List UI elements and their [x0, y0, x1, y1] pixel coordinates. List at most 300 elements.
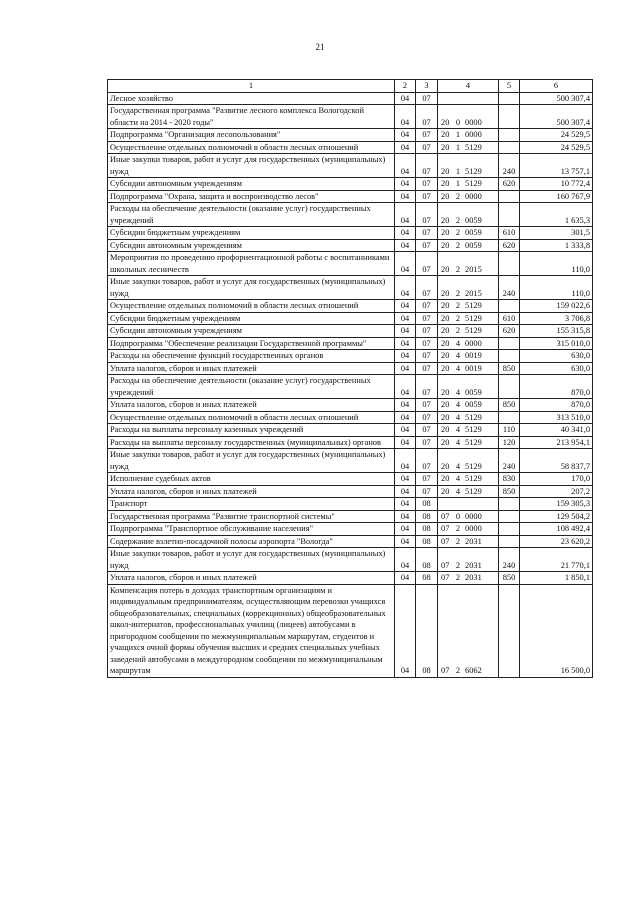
table-row: [108, 473, 593, 486]
table-row: [108, 227, 593, 240]
row-section: 04: [395, 105, 416, 129]
row-target-article: [438, 449, 499, 473]
row-expense-type: [499, 203, 520, 227]
row-program-code: 20: [441, 264, 450, 274]
row-expense-type: 620: [499, 178, 520, 191]
row-name: Исполнение судебных актов: [108, 473, 395, 486]
row-subprogram-code: 1: [455, 130, 461, 139]
row-subprogram-code: 4: [455, 363, 461, 373]
row-program-code: 20: [441, 130, 450, 139]
row-direction-code: 5129: [465, 326, 482, 335]
table-row: [108, 485, 593, 498]
row-direction-code: 5129: [465, 313, 482, 323]
row-subprogram-code: 2: [455, 666, 461, 675]
row-direction-code: 0000: [465, 117, 482, 127]
row-target-article: [438, 572, 499, 585]
row-amount: 40 341,0: [520, 424, 593, 437]
row-section: 04: [395, 178, 416, 191]
row-name: Компенсация потерь в доходах транспортным организациям и индивидуальным предпринимателям, осуществляющим перевозки учащихся общеобразовательных, специальных (коррекционных) общеобразовательных школ-интернатов, профессиональных училищ (лицеев) автобусами в пригородном сообщении по межмуниципальным маршрутам, студентов и учащихся очной формы обучения высших и средних специальных учебных заведений автобусами в междугородном сообщении по межмуниципальным маршрутам: [108, 584, 395, 677]
row-direction-code: 5129: [465, 142, 482, 152]
table-row: [108, 154, 593, 178]
row-subprogram-code: 2: [455, 560, 461, 570]
row-expense-type: 620: [499, 325, 520, 338]
table-row: [108, 190, 593, 203]
row-name: Иные закупки товаров, работ и услуг для государственных (муниципальных) нужд: [108, 548, 395, 572]
row-program-code: 20: [441, 425, 450, 434]
row-amount: 21 770,1: [520, 548, 593, 572]
row-target-article: [438, 535, 499, 548]
row-section: 04: [395, 325, 416, 338]
row-name: Подпрограмма "Охрана, защита и воспроизводство лесов": [108, 190, 395, 203]
row-name: Транспорт: [108, 498, 395, 511]
row-subprogram-code: 2: [455, 524, 461, 533]
row-amount: 159 305,3: [520, 498, 593, 511]
row-target-article: [438, 424, 499, 437]
row-subsection: 07: [416, 473, 438, 486]
row-direction-code: 5129: [465, 437, 482, 447]
row-amount: 24 529,5: [520, 141, 593, 154]
row-expense-type: 240: [499, 449, 520, 473]
row-subsection: 08: [416, 584, 438, 677]
row-subsection: 08: [416, 548, 438, 572]
row-subprogram-code: 0: [455, 117, 461, 127]
row-direction-code: 0059: [465, 387, 482, 397]
row-expense-type: 850: [499, 362, 520, 375]
row-expense-type: 240: [499, 276, 520, 300]
table-row: [108, 350, 593, 363]
row-subsection: 07: [416, 485, 438, 498]
row-subsection: 07: [416, 350, 438, 363]
row-amount: 315 010,0: [520, 337, 593, 350]
table-row: [108, 312, 593, 325]
row-expense-type: 610: [499, 312, 520, 325]
row-target-article: [438, 178, 499, 191]
row-subsection: 07: [416, 154, 438, 178]
row-expense-type: 850: [499, 399, 520, 412]
row-subsection: 07: [416, 276, 438, 300]
table-row: [108, 572, 593, 585]
row-direction-code: 0059: [465, 228, 482, 237]
row-amount: 108 492,4: [520, 523, 593, 536]
row-program-code: 07: [441, 560, 450, 570]
row-expense-type: 110: [499, 424, 520, 437]
row-program-code: 20: [441, 191, 450, 201]
row-direction-code: 0000: [465, 511, 482, 521]
row-subsection: 07: [416, 129, 438, 142]
table-row: [108, 300, 593, 313]
row-expense-type: [499, 350, 520, 363]
row-section: 04: [395, 300, 416, 313]
row-subsection: 08: [416, 523, 438, 536]
header-col-5: 5: [499, 80, 520, 93]
row-direction-code: 2031: [465, 560, 482, 570]
row-direction-code: 6062: [465, 666, 482, 675]
row-subprogram-code: 4: [455, 486, 461, 496]
table-row: [108, 449, 593, 473]
row-subprogram-code: 4: [455, 461, 461, 471]
row-target-article: [438, 154, 499, 178]
row-section: 04: [395, 510, 416, 523]
budget-table: [107, 79, 593, 678]
row-subsection: 07: [416, 375, 438, 399]
row-section: 04: [395, 548, 416, 572]
row-section: 04: [395, 485, 416, 498]
table-row: [108, 424, 593, 437]
row-subsection: 07: [416, 252, 438, 276]
row-program-code: 20: [441, 326, 450, 335]
row-expense-type: [499, 300, 520, 313]
row-expense-type: [499, 129, 520, 142]
row-subsection: 07: [416, 424, 438, 437]
table-row: [108, 498, 593, 511]
row-subprogram-code: 1: [455, 179, 461, 188]
row-amount: 213 954,1: [520, 436, 593, 449]
row-program-code: 20: [441, 461, 450, 471]
row-target-article: [438, 300, 499, 313]
row-section: 04: [395, 411, 416, 424]
row-subprogram-code: 4: [455, 387, 461, 397]
row-target-article: [438, 584, 499, 677]
row-section: 04: [395, 141, 416, 154]
row-program-code: 20: [441, 437, 450, 447]
row-subsection: 08: [416, 510, 438, 523]
row-section: 04: [395, 276, 416, 300]
table-row: [108, 239, 593, 252]
row-program-code: 20: [441, 288, 450, 298]
row-program-code: 20: [441, 351, 450, 360]
row-program-code: 20: [441, 142, 450, 152]
row-subprogram-code: 0: [455, 511, 461, 521]
row-amount: 870,0: [520, 399, 593, 412]
row-subsection: 08: [416, 572, 438, 585]
table-header-row: [108, 80, 593, 93]
row-amount: 1 850,1: [520, 572, 593, 585]
table-row: [108, 129, 593, 142]
row-subsection: 07: [416, 190, 438, 203]
row-program-code: 20: [441, 240, 450, 250]
row-target-article: [438, 436, 499, 449]
row-section: 04: [395, 252, 416, 276]
row-program-code: 20: [441, 215, 450, 225]
row-section: 04: [395, 129, 416, 142]
row-subsection: 07: [416, 411, 438, 424]
row-direction-code: 2031: [465, 536, 482, 546]
row-amount: 58 837,7: [520, 449, 593, 473]
header-col-4: 4: [438, 80, 499, 93]
row-subsection: 07: [416, 449, 438, 473]
row-target-article: [438, 350, 499, 363]
row-amount: 129 504,2: [520, 510, 593, 523]
row-program-code: 20: [441, 117, 450, 127]
row-subsection: 07: [416, 436, 438, 449]
row-program-code: 07: [441, 573, 450, 582]
row-target-article: [438, 252, 499, 276]
table-row: [108, 411, 593, 424]
row-subprogram-code: 4: [455, 412, 461, 422]
row-expense-type: [499, 375, 520, 399]
row-direction-code: 5129: [465, 425, 482, 434]
row-expense-type: 240: [499, 548, 520, 572]
row-amount: 301,5: [520, 227, 593, 240]
row-target-article: [438, 227, 499, 240]
row-subprogram-code: 4: [455, 425, 461, 434]
row-amount: 1 635,3: [520, 203, 593, 227]
row-direction-code: 5129: [465, 486, 482, 496]
row-direction-code: 2015: [465, 288, 482, 298]
table-row: [108, 325, 593, 338]
row-expense-type: [499, 105, 520, 129]
row-direction-code: 5129: [465, 166, 482, 176]
row-direction-code: 2015: [465, 264, 482, 274]
row-section: 04: [395, 572, 416, 585]
row-name: Иные закупки товаров, работ и услуг для государственных (муниципальных) нужд: [108, 449, 395, 473]
row-expense-type: 240: [499, 154, 520, 178]
row-direction-code: 0000: [465, 130, 482, 139]
row-subprogram-code: 4: [455, 338, 461, 348]
row-program-code: 20: [441, 228, 450, 237]
table-row: [108, 203, 593, 227]
row-subsection: 07: [416, 325, 438, 338]
row-name: Государственная программа "Развитие лесного комплекса Вологодской области на 2014 - 2020 годы": [108, 105, 395, 129]
row-amount: 500 307,4: [520, 105, 593, 129]
row-program-code: 07: [441, 511, 450, 521]
row-name: Уплата налогов, сборов и иных платежей: [108, 485, 395, 498]
row-direction-code: 0000: [465, 524, 482, 533]
row-subsection: 07: [416, 178, 438, 191]
row-program-code: 20: [441, 313, 450, 323]
table-row: [108, 252, 593, 276]
row-expense-type: [499, 92, 520, 105]
row-amount: 159 022,6: [520, 300, 593, 313]
row-subsection: 07: [416, 227, 438, 240]
row-section: 04: [395, 584, 416, 677]
row-program-code: 20: [441, 338, 450, 348]
table-row: [108, 362, 593, 375]
table-row: [108, 92, 593, 105]
table-row: [108, 375, 593, 399]
row-expense-type: [499, 141, 520, 154]
row-name: Подпрограмма "Транспортное обслуживание населения": [108, 523, 395, 536]
row-subprogram-code: 4: [455, 400, 461, 409]
row-name: Подпрограмма "Организация лесопользования": [108, 129, 395, 142]
row-section: 04: [395, 190, 416, 203]
header-col-6: 6: [520, 80, 593, 93]
row-subsection: 08: [416, 498, 438, 511]
row-name: Уплата налогов, сборов и иных платежей: [108, 362, 395, 375]
row-expense-type: [499, 411, 520, 424]
table-row: [108, 584, 593, 677]
row-direction-code: 5129: [465, 301, 482, 310]
row-target-article: [438, 473, 499, 486]
row-target-article: [438, 399, 499, 412]
row-section: 04: [395, 424, 416, 437]
row-target-article: [438, 523, 499, 536]
row-expense-type: 610: [499, 227, 520, 240]
row-amount: 630,0: [520, 350, 593, 363]
row-program-code: 20: [441, 486, 450, 496]
row-amount: 500 307,4: [520, 92, 593, 105]
row-name: Иные закупки товаров, работ и услуг для государственных (муниципальных) нужд: [108, 276, 395, 300]
row-expense-type: [499, 584, 520, 677]
row-target-article: [438, 105, 499, 129]
row-subsection: 07: [416, 300, 438, 313]
row-direction-code: 5129: [465, 461, 482, 471]
row-direction-code: 5129: [465, 412, 482, 422]
row-program-code: 20: [441, 412, 450, 422]
row-amount: 170,0: [520, 473, 593, 486]
row-direction-code: 5129: [465, 179, 482, 188]
row-program-code: 07: [441, 666, 450, 675]
row-program-code: 20: [441, 474, 450, 483]
row-name: Расходы на обеспечение функций государственных органов: [108, 350, 395, 363]
row-subsection: 07: [416, 362, 438, 375]
table-row: [108, 141, 593, 154]
row-section: 04: [395, 399, 416, 412]
row-amount: 24 529,5: [520, 129, 593, 142]
row-name: Субсидии бюджетным учреждениям: [108, 227, 395, 240]
row-expense-type: 830: [499, 473, 520, 486]
row-program-code: 20: [441, 301, 450, 310]
row-subsection: 07: [416, 203, 438, 227]
table-row: [108, 510, 593, 523]
row-direction-code: 0000: [465, 338, 482, 348]
row-direction-code: 0000: [465, 191, 482, 201]
row-program-code: 20: [441, 400, 450, 409]
row-subprogram-code: 2: [455, 240, 461, 250]
row-name: Субсидии автономным учреждениям: [108, 325, 395, 338]
row-subprogram-code: 2: [455, 301, 461, 310]
row-expense-type: 850: [499, 572, 520, 585]
row-name: Мероприятия по проведению профориентационной работы с воспитанниками школьных лесничеств: [108, 252, 395, 276]
row-amount: 630,0: [520, 362, 593, 375]
row-section: 04: [395, 203, 416, 227]
row-subprogram-code: 2: [455, 326, 461, 335]
row-subprogram-code: 4: [455, 437, 461, 447]
row-direction-code: 5129: [465, 474, 482, 483]
row-name: Расходы на выплаты персоналу казенных учреждений: [108, 424, 395, 437]
row-amount: 10 772,4: [520, 178, 593, 191]
row-section: 04: [395, 362, 416, 375]
row-expense-type: [499, 498, 520, 511]
row-subprogram-code: 2: [455, 536, 461, 546]
row-name: Осуществление отдельных полномочий в области лесных отношений: [108, 141, 395, 154]
row-name: Государственная программа "Развитие транспортной системы": [108, 510, 395, 523]
row-subprogram-code: 2: [455, 228, 461, 237]
row-section: 04: [395, 535, 416, 548]
row-amount: 207,2: [520, 485, 593, 498]
row-subprogram-code: 2: [455, 313, 461, 323]
row-target-article: [438, 239, 499, 252]
row-program-code: 07: [441, 536, 450, 546]
row-section: 04: [395, 227, 416, 240]
row-expense-type: 120: [499, 436, 520, 449]
row-amount: 870,0: [520, 375, 593, 399]
row-direction-code: 2031: [465, 573, 482, 582]
row-program-code: 20: [441, 387, 450, 397]
table-row: [108, 436, 593, 449]
row-subprogram-code: 2: [455, 288, 461, 298]
row-subsection: 07: [416, 141, 438, 154]
row-name: Субсидии автономным учреждениям: [108, 239, 395, 252]
table-row: [108, 535, 593, 548]
row-direction-code: 0059: [465, 215, 482, 225]
row-name: Расходы на обеспечение деятельности (оказание услуг) государственных учреждений: [108, 375, 395, 399]
row-program-code: 20: [441, 363, 450, 373]
row-amount: 13 757,1: [520, 154, 593, 178]
header-col-1: 1: [108, 80, 395, 93]
row-expense-type: [499, 510, 520, 523]
row-name: Осуществление отдельных полномочий в области лесных отношений: [108, 411, 395, 424]
row-name: Субсидии автономным учреждениям: [108, 178, 395, 191]
row-target-article: [438, 485, 499, 498]
row-section: 04: [395, 449, 416, 473]
row-expense-type: [499, 252, 520, 276]
row-section: 04: [395, 350, 416, 363]
row-program-code: 20: [441, 166, 450, 176]
table-row: [108, 178, 593, 191]
row-target-article: [438, 92, 499, 105]
row-name: Уплата налогов, сборов и иных платежей: [108, 399, 395, 412]
row-target-article: [438, 337, 499, 350]
row-target-article: [438, 375, 499, 399]
row-name: Лесное хозяйство: [108, 92, 395, 105]
row-expense-type: [499, 337, 520, 350]
row-section: 04: [395, 498, 416, 511]
table-row: [108, 105, 593, 129]
row-program-code: 20: [441, 179, 450, 188]
row-amount: 23 620,2: [520, 535, 593, 548]
table-row: [108, 337, 593, 350]
row-amount: 160 767,9: [520, 190, 593, 203]
row-target-article: [438, 276, 499, 300]
row-target-article: [438, 362, 499, 375]
table-row: [108, 276, 593, 300]
row-subprogram-code: 2: [455, 215, 461, 225]
row-direction-code: 0059: [465, 240, 482, 250]
row-target-article: [438, 411, 499, 424]
row-amount: 16 500,0: [520, 584, 593, 677]
row-section: 04: [395, 92, 416, 105]
row-section: 04: [395, 337, 416, 350]
row-target-article: [438, 312, 499, 325]
row-expense-type: 620: [499, 239, 520, 252]
row-section: 04: [395, 473, 416, 486]
row-name: Расходы на выплаты персоналу государственных (муниципальных) органов: [108, 436, 395, 449]
row-subsection: 07: [416, 337, 438, 350]
row-section: 04: [395, 523, 416, 536]
row-expense-type: 850: [499, 485, 520, 498]
row-subprogram-code: 2: [455, 191, 461, 201]
row-name: Иные закупки товаров, работ и услуг для государственных (муниципальных) нужд: [108, 154, 395, 178]
row-target-article: [438, 325, 499, 338]
table-row: [108, 548, 593, 572]
row-section: 04: [395, 375, 416, 399]
row-amount: 155 315,8: [520, 325, 593, 338]
row-name: Расходы на обеспечение деятельности (оказание услуг) государственных учреждений: [108, 203, 395, 227]
row-amount: 110,0: [520, 276, 593, 300]
table-row: [108, 523, 593, 536]
row-subprogram-code: 1: [455, 166, 461, 176]
row-target-article: [438, 498, 499, 511]
row-subsection: 07: [416, 239, 438, 252]
row-name: Подпрограмма "Обеспечение реализации Государственной программы": [108, 337, 395, 350]
row-subsection: 07: [416, 105, 438, 129]
row-subprogram-code: 4: [455, 474, 461, 483]
page-number: 21: [315, 42, 325, 52]
row-target-article: [438, 510, 499, 523]
row-amount: 1 333,8: [520, 239, 593, 252]
header-col-3: 3: [416, 80, 438, 93]
